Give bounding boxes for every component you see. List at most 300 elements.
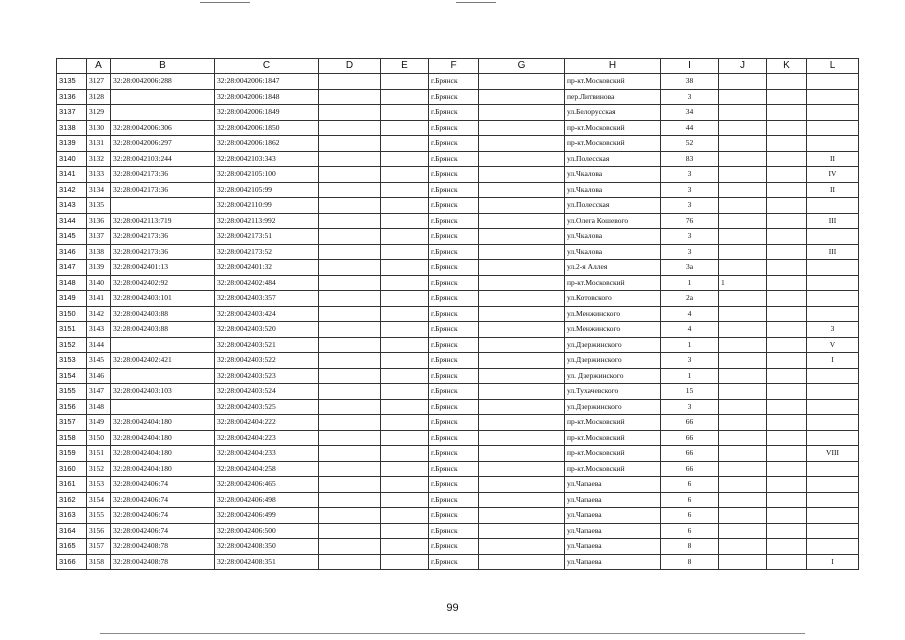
cell-e[interactable] [381, 554, 429, 570]
cell-f[interactable]: г.Брянск [429, 244, 479, 260]
cell-d[interactable] [319, 415, 381, 431]
cell-d[interactable] [319, 539, 381, 555]
cell-e[interactable] [381, 151, 429, 167]
cell-g[interactable] [479, 399, 565, 415]
cell-k[interactable] [767, 198, 807, 214]
cell-f[interactable]: г.Брянск [429, 74, 479, 90]
cell-b[interactable]: 32:28:0042406:74 [111, 477, 215, 493]
cell-e[interactable] [381, 120, 429, 136]
cell-c[interactable]: 32:28:0042404:233 [215, 446, 319, 462]
cell-d[interactable] [319, 554, 381, 570]
cell-f[interactable]: г.Брянск [429, 260, 479, 276]
cell-l[interactable]: III [807, 213, 859, 229]
row-number[interactable]: 3159 [57, 446, 87, 462]
cell-f[interactable]: г.Брянск [429, 508, 479, 524]
cell-a[interactable]: 3149 [87, 415, 111, 431]
cell-b[interactable]: 32:28:0042404:180 [111, 446, 215, 462]
cell-a[interactable]: 3151 [87, 446, 111, 462]
cell-c[interactable]: 32:28:0042006:1849 [215, 105, 319, 121]
cell-g[interactable] [479, 539, 565, 555]
cell-k[interactable] [767, 477, 807, 493]
cell-d[interactable] [319, 151, 381, 167]
cell-i[interactable]: 6 [661, 508, 719, 524]
cell-a[interactable]: 3135 [87, 198, 111, 214]
cell-f[interactable]: г.Брянск [429, 89, 479, 105]
column-header-b[interactable]: B [111, 59, 215, 74]
cell-j[interactable] [719, 523, 767, 539]
column-header-g[interactable]: G [479, 59, 565, 74]
cell-c[interactable]: 32:28:0042403:525 [215, 399, 319, 415]
row-number[interactable]: 3148 [57, 275, 87, 291]
cell-h[interactable]: пр-кт.Московский [565, 461, 661, 477]
cell-d[interactable] [319, 120, 381, 136]
cell-g[interactable] [479, 492, 565, 508]
cell-j[interactable] [719, 337, 767, 353]
row-number[interactable]: 3164 [57, 523, 87, 539]
row-number[interactable]: 3153 [57, 353, 87, 369]
cell-l[interactable] [807, 198, 859, 214]
cell-g[interactable] [479, 105, 565, 121]
cell-f[interactable]: г.Брянск [429, 353, 479, 369]
cell-i[interactable]: 3 [661, 244, 719, 260]
cell-h[interactable]: ул.Полесская [565, 198, 661, 214]
cell-b[interactable]: 32:28:0042006:288 [111, 74, 215, 90]
row-number[interactable]: 3138 [57, 120, 87, 136]
row-number[interactable]: 3157 [57, 415, 87, 431]
cell-i[interactable]: 34 [661, 105, 719, 121]
cell-l[interactable] [807, 477, 859, 493]
cell-a[interactable]: 3158 [87, 554, 111, 570]
cell-a[interactable]: 3134 [87, 182, 111, 198]
cell-b[interactable]: 32:28:0042006:306 [111, 120, 215, 136]
cell-f[interactable]: г.Брянск [429, 306, 479, 322]
row-number[interactable]: 3144 [57, 213, 87, 229]
cell-i[interactable]: 38 [661, 74, 719, 90]
cell-g[interactable] [479, 229, 565, 245]
cell-l[interactable] [807, 368, 859, 384]
cell-l[interactable] [807, 415, 859, 431]
cell-j[interactable] [719, 306, 767, 322]
cell-e[interactable] [381, 353, 429, 369]
cell-k[interactable] [767, 523, 807, 539]
column-header-f[interactable]: F [429, 59, 479, 74]
cell-l[interactable]: 3 [807, 322, 859, 338]
cell-f[interactable]: г.Брянск [429, 136, 479, 152]
cell-g[interactable] [479, 89, 565, 105]
cell-b[interactable]: 32:28:0042173:36 [111, 229, 215, 245]
cell-b[interactable]: 32:28:0042406:74 [111, 523, 215, 539]
cell-c[interactable]: 32:28:0042406:499 [215, 508, 319, 524]
cell-e[interactable] [381, 461, 429, 477]
cell-f[interactable]: г.Брянск [429, 182, 479, 198]
cell-k[interactable] [767, 167, 807, 183]
cell-h[interactable]: ул.Дзержинского [565, 353, 661, 369]
cell-j[interactable] [719, 105, 767, 121]
cell-l[interactable] [807, 399, 859, 415]
cell-e[interactable] [381, 244, 429, 260]
cell-i[interactable]: 1 [661, 337, 719, 353]
cell-c[interactable]: 32:28:0042401:32 [215, 260, 319, 276]
cell-g[interactable] [479, 136, 565, 152]
cell-h[interactable]: пр-кт.Московский [565, 415, 661, 431]
cell-i[interactable]: 44 [661, 120, 719, 136]
cell-i[interactable]: 4 [661, 322, 719, 338]
cell-g[interactable] [479, 353, 565, 369]
cell-j[interactable] [719, 492, 767, 508]
cell-e[interactable] [381, 322, 429, 338]
cell-l[interactable]: V [807, 337, 859, 353]
cell-l[interactable] [807, 306, 859, 322]
cell-c[interactable]: 32:28:0042403:524 [215, 384, 319, 400]
cell-c[interactable]: 32:28:0042403:523 [215, 368, 319, 384]
row-number[interactable]: 3147 [57, 260, 87, 276]
cell-b[interactable]: 32:28:0042006:297 [111, 136, 215, 152]
cell-e[interactable] [381, 167, 429, 183]
cell-j[interactable] [719, 399, 767, 415]
cell-a[interactable]: 3144 [87, 337, 111, 353]
cell-i[interactable]: 83 [661, 151, 719, 167]
cell-j[interactable] [719, 244, 767, 260]
cell-b[interactable]: 32:28:0042401:13 [111, 260, 215, 276]
cell-h[interactable]: ул.Чапаева [565, 508, 661, 524]
cell-f[interactable]: г.Брянск [429, 291, 479, 307]
cell-h[interactable]: ул.Дзержинского [565, 399, 661, 415]
row-number[interactable]: 3163 [57, 508, 87, 524]
cell-a[interactable]: 3145 [87, 353, 111, 369]
cell-k[interactable] [767, 275, 807, 291]
column-header-h[interactable]: H [565, 59, 661, 74]
cell-j[interactable] [719, 291, 767, 307]
cell-f[interactable]: г.Брянск [429, 554, 479, 570]
cell-h[interactable]: ул.Менжинского [565, 306, 661, 322]
cell-d[interactable] [319, 136, 381, 152]
cell-b[interactable] [111, 105, 215, 121]
cell-a[interactable]: 3128 [87, 89, 111, 105]
cell-j[interactable] [719, 198, 767, 214]
cell-a[interactable]: 3129 [87, 105, 111, 121]
cell-a[interactable]: 3139 [87, 260, 111, 276]
cell-e[interactable] [381, 446, 429, 462]
cell-f[interactable]: г.Брянск [429, 492, 479, 508]
cell-d[interactable] [319, 477, 381, 493]
cell-h[interactable]: пр-кт.Московский [565, 275, 661, 291]
cell-h[interactable]: ул.Полесская [565, 151, 661, 167]
cell-d[interactable] [319, 291, 381, 307]
cell-h[interactable]: пер.Литвинова [565, 89, 661, 105]
cell-j[interactable] [719, 260, 767, 276]
cell-d[interactable] [319, 523, 381, 539]
row-number[interactable]: 3161 [57, 477, 87, 493]
cell-f[interactable]: г.Брянск [429, 120, 479, 136]
cell-i[interactable]: 3 [661, 182, 719, 198]
cell-h[interactable]: ул.Дзержинского [565, 337, 661, 353]
column-header-e[interactable]: E [381, 59, 429, 74]
row-number[interactable]: 3156 [57, 399, 87, 415]
cell-a[interactable]: 3130 [87, 120, 111, 136]
cell-k[interactable] [767, 151, 807, 167]
column-header-d[interactable]: D [319, 59, 381, 74]
cell-l[interactable] [807, 539, 859, 555]
cell-k[interactable] [767, 89, 807, 105]
cell-b[interactable]: 32:28:0042113:719 [111, 213, 215, 229]
cell-j[interactable] [719, 167, 767, 183]
cell-i[interactable]: 1 [661, 368, 719, 384]
cell-h[interactable]: ул.Чапаева [565, 539, 661, 555]
column-header-j[interactable]: J [719, 59, 767, 74]
cell-h[interactable]: пр-кт.Московский [565, 136, 661, 152]
cell-c[interactable]: 32:28:0042404:258 [215, 461, 319, 477]
cell-j[interactable]: 1 [719, 275, 767, 291]
cell-l[interactable] [807, 229, 859, 245]
cell-g[interactable] [479, 337, 565, 353]
cell-k[interactable] [767, 492, 807, 508]
cell-e[interactable] [381, 384, 429, 400]
cell-e[interactable] [381, 368, 429, 384]
cell-h[interactable]: ул.Чапаева [565, 554, 661, 570]
cell-k[interactable] [767, 291, 807, 307]
cell-a[interactable]: 3155 [87, 508, 111, 524]
corner-header[interactable] [57, 59, 87, 74]
cell-l[interactable]: IV [807, 167, 859, 183]
cell-k[interactable] [767, 74, 807, 90]
cell-a[interactable]: 3142 [87, 306, 111, 322]
cell-a[interactable]: 3141 [87, 291, 111, 307]
cell-i[interactable]: 52 [661, 136, 719, 152]
row-number[interactable]: 3166 [57, 554, 87, 570]
cell-e[interactable] [381, 399, 429, 415]
cell-c[interactable]: 32:28:0042105:99 [215, 182, 319, 198]
cell-f[interactable]: г.Брянск [429, 368, 479, 384]
cell-e[interactable] [381, 260, 429, 276]
cell-k[interactable] [767, 105, 807, 121]
cell-g[interactable] [479, 523, 565, 539]
cell-j[interactable] [719, 384, 767, 400]
cell-a[interactable]: 3143 [87, 322, 111, 338]
cell-g[interactable] [479, 198, 565, 214]
cell-c[interactable]: 32:28:0042103:343 [215, 151, 319, 167]
cell-d[interactable] [319, 322, 381, 338]
cell-h[interactable]: пр-кт.Московский [565, 446, 661, 462]
cell-b[interactable]: 32:28:0042173:36 [111, 182, 215, 198]
cell-c[interactable]: 32:28:0042402:484 [215, 275, 319, 291]
cell-c[interactable]: 32:28:0042105:100 [215, 167, 319, 183]
cell-h[interactable]: ул.2-я Аллея [565, 260, 661, 276]
cell-k[interactable] [767, 399, 807, 415]
cell-j[interactable] [719, 539, 767, 555]
cell-c[interactable]: 32:28:0042006:1850 [215, 120, 319, 136]
column-header-l[interactable]: L [807, 59, 859, 74]
cell-i[interactable]: 3 [661, 353, 719, 369]
cell-d[interactable] [319, 446, 381, 462]
cell-l[interactable] [807, 136, 859, 152]
row-number[interactable]: 3139 [57, 136, 87, 152]
cell-h[interactable]: пр-кт.Московский [565, 120, 661, 136]
cell-d[interactable] [319, 74, 381, 90]
cell-j[interactable] [719, 120, 767, 136]
cell-i[interactable]: 3 [661, 399, 719, 415]
cell-g[interactable] [479, 275, 565, 291]
cell-h[interactable]: ул.Чапаева [565, 492, 661, 508]
cell-f[interactable]: г.Брянск [429, 399, 479, 415]
cell-c[interactable]: 32:28:0042406:500 [215, 523, 319, 539]
cell-l[interactable] [807, 523, 859, 539]
cell-j[interactable] [719, 89, 767, 105]
cell-j[interactable] [719, 182, 767, 198]
cell-k[interactable] [767, 430, 807, 446]
cell-k[interactable] [767, 306, 807, 322]
row-number[interactable]: 3145 [57, 229, 87, 245]
cell-i[interactable]: 66 [661, 430, 719, 446]
cell-b[interactable]: 32:28:0042406:74 [111, 508, 215, 524]
cell-f[interactable]: г.Брянск [429, 446, 479, 462]
cell-e[interactable] [381, 182, 429, 198]
cell-b[interactable]: 32:28:0042404:180 [111, 430, 215, 446]
row-number[interactable]: 3142 [57, 182, 87, 198]
cell-d[interactable] [319, 182, 381, 198]
cell-e[interactable] [381, 136, 429, 152]
cell-k[interactable] [767, 446, 807, 462]
cell-l[interactable]: I [807, 353, 859, 369]
cell-e[interactable] [381, 229, 429, 245]
cell-i[interactable]: 3 [661, 198, 719, 214]
cell-i[interactable]: 66 [661, 446, 719, 462]
cell-g[interactable] [479, 306, 565, 322]
cell-g[interactable] [479, 167, 565, 183]
cell-b[interactable]: 32:28:0042408:78 [111, 539, 215, 555]
cell-b[interactable] [111, 89, 215, 105]
cell-e[interactable] [381, 337, 429, 353]
cell-i[interactable]: 66 [661, 461, 719, 477]
cell-i[interactable]: 8 [661, 554, 719, 570]
cell-b[interactable]: 32:28:0042403:88 [111, 306, 215, 322]
cell-c[interactable]: 32:28:0042173:51 [215, 229, 319, 245]
cell-c[interactable]: 32:28:0042006:1848 [215, 89, 319, 105]
cell-f[interactable]: г.Брянск [429, 415, 479, 431]
cell-c[interactable]: 32:28:0042404:222 [215, 415, 319, 431]
cell-a[interactable]: 3157 [87, 539, 111, 555]
cell-d[interactable] [319, 229, 381, 245]
row-number[interactable]: 3143 [57, 198, 87, 214]
cell-j[interactable] [719, 368, 767, 384]
cell-j[interactable] [719, 213, 767, 229]
cell-h[interactable]: ул.Чкалова [565, 229, 661, 245]
cell-l[interactable] [807, 275, 859, 291]
cell-g[interactable] [479, 322, 565, 338]
cell-d[interactable] [319, 353, 381, 369]
column-header-k[interactable]: K [767, 59, 807, 74]
cell-l[interactable] [807, 120, 859, 136]
row-number[interactable]: 3162 [57, 492, 87, 508]
cell-k[interactable] [767, 213, 807, 229]
cell-c[interactable]: 32:28:0042403:424 [215, 306, 319, 322]
cell-a[interactable]: 3131 [87, 136, 111, 152]
cell-f[interactable]: г.Брянск [429, 213, 479, 229]
cell-d[interactable] [319, 368, 381, 384]
cell-l[interactable] [807, 291, 859, 307]
cell-d[interactable] [319, 399, 381, 415]
row-number[interactable]: 3137 [57, 105, 87, 121]
cell-c[interactable]: 32:28:0042406:498 [215, 492, 319, 508]
cell-l[interactable] [807, 384, 859, 400]
cell-f[interactable]: г.Брянск [429, 430, 479, 446]
cell-f[interactable]: г.Брянск [429, 275, 479, 291]
cell-l[interactable]: II [807, 151, 859, 167]
cell-l[interactable] [807, 260, 859, 276]
cell-e[interactable] [381, 415, 429, 431]
cell-f[interactable]: г.Брянск [429, 151, 479, 167]
cell-b[interactable] [111, 399, 215, 415]
cell-d[interactable] [319, 306, 381, 322]
cell-l[interactable]: I [807, 554, 859, 570]
cell-a[interactable]: 3132 [87, 151, 111, 167]
cell-l[interactable]: II [807, 182, 859, 198]
cell-k[interactable] [767, 539, 807, 555]
cell-d[interactable] [319, 492, 381, 508]
cell-e[interactable] [381, 539, 429, 555]
cell-k[interactable] [767, 415, 807, 431]
cell-i[interactable]: 3 [661, 229, 719, 245]
cell-k[interactable] [767, 229, 807, 245]
cell-g[interactable] [479, 213, 565, 229]
cell-a[interactable]: 3148 [87, 399, 111, 415]
cell-f[interactable]: г.Брянск [429, 337, 479, 353]
cell-c[interactable]: 32:28:0042408:351 [215, 554, 319, 570]
cell-g[interactable] [479, 384, 565, 400]
cell-g[interactable] [479, 368, 565, 384]
cell-i[interactable]: 3а [661, 260, 719, 276]
cell-c[interactable]: 32:28:0042006:1847 [215, 74, 319, 90]
cell-a[interactable]: 3138 [87, 244, 111, 260]
cell-l[interactable] [807, 74, 859, 90]
cell-g[interactable] [479, 244, 565, 260]
cell-a[interactable]: 3154 [87, 492, 111, 508]
cell-b[interactable]: 32:28:0042406:74 [111, 492, 215, 508]
cell-c[interactable]: 32:28:0042006:1862 [215, 136, 319, 152]
cell-g[interactable] [479, 260, 565, 276]
cell-j[interactable] [719, 229, 767, 245]
cell-l[interactable] [807, 492, 859, 508]
row-number[interactable]: 3141 [57, 167, 87, 183]
cell-k[interactable] [767, 120, 807, 136]
cell-d[interactable] [319, 260, 381, 276]
row-number[interactable]: 3150 [57, 306, 87, 322]
cell-d[interactable] [319, 213, 381, 229]
cell-l[interactable] [807, 89, 859, 105]
cell-j[interactable] [719, 74, 767, 90]
cell-a[interactable]: 3140 [87, 275, 111, 291]
cell-f[interactable]: г.Брянск [429, 105, 479, 121]
cell-b[interactable] [111, 198, 215, 214]
cell-d[interactable] [319, 275, 381, 291]
column-header-a[interactable]: A [87, 59, 111, 74]
cell-b[interactable]: 32:28:0042402:92 [111, 275, 215, 291]
cell-g[interactable] [479, 554, 565, 570]
cell-h[interactable]: ул.Чапаева [565, 477, 661, 493]
cell-i[interactable]: 6 [661, 477, 719, 493]
cell-j[interactable] [719, 151, 767, 167]
cell-e[interactable] [381, 430, 429, 446]
cell-k[interactable] [767, 554, 807, 570]
column-header-i[interactable]: I [661, 59, 719, 74]
cell-b[interactable]: 32:28:0042408:78 [111, 554, 215, 570]
cell-a[interactable]: 3147 [87, 384, 111, 400]
cell-e[interactable] [381, 508, 429, 524]
cell-h[interactable]: ул.Котовского [565, 291, 661, 307]
cell-d[interactable] [319, 198, 381, 214]
cell-e[interactable] [381, 275, 429, 291]
cell-h[interactable]: ул.Белорусская [565, 105, 661, 121]
cell-g[interactable] [479, 430, 565, 446]
